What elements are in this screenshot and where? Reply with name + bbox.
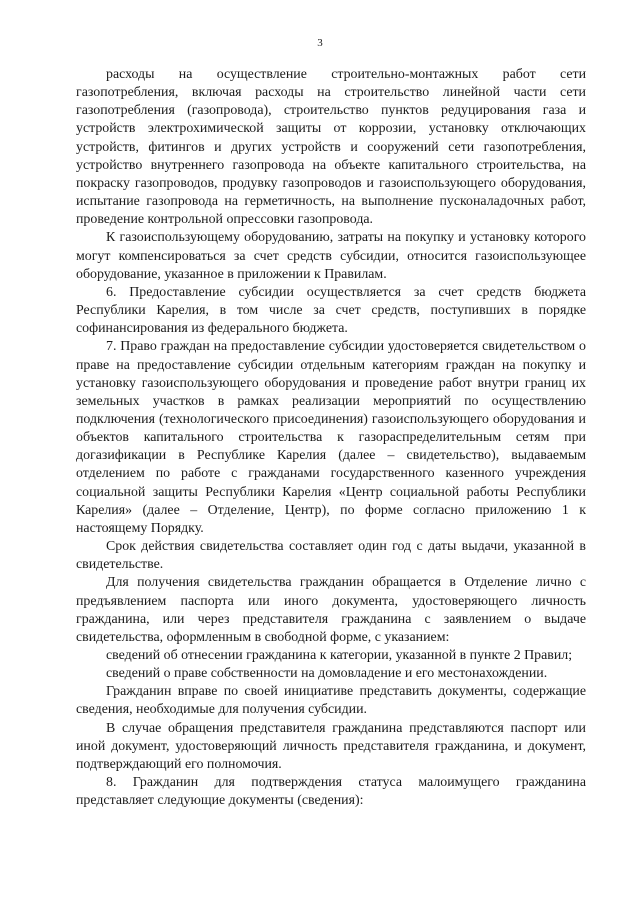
- paragraph-validity: Срок действия свидетельства составляет один год с даты выдачи, указанной в свидетельстве.: [76, 539, 586, 573]
- paragraph-equipment: К газоиспользующему оборудованию, затраты на покупку и установку которого могут компенсироваться за счет средств субсидии, относится газоиспользующее оборудование, указанное в приложении к Правилам.: [76, 230, 586, 282]
- paragraph-initiative: Гражданин вправе по своей инициативе представить документы, содержащие сведения, необходимые для получения субсидии.: [76, 684, 586, 718]
- paragraph-clause-6: 6. Предоставление субсидии осуществляется за счет средств бюджета Республики Карелия, в том числе за счет средств, поступивших в порядке софинансирования из федерального бюджета.: [76, 284, 586, 337]
- paragraph-expenses: расходы на осуществление строительно-монтажных работ сети газопотребления, включая расходы на строительство линейной части сети газопотребления (газопровода), строительство пунктов редуцирования газа и устройств электрохимической защиты от коррозии, установку отключающих устройств, фитингов и других устройств и сооружений сети газопотребления, устройство внутреннего газопровода на объекте капитального строительства, на покраску газопроводов, продувку газопроводов и газоиспользующего оборудования, испытание газопровода на герметичность, на выполнение пусконаладочных работ, проведение контрольной опрессовки газопровода.: [76, 67, 586, 228]
- paragraph-representative: В случае обращения представителя гражданина представляются паспорт или иной документ, удостоверяющий личность представителя гражданина, и документ, подтверждающий его полномочия.: [76, 720, 586, 772]
- paragraph-application: Для получения свидетельства гражданин обращается в Отделение лично с предъявлением паспорта или иного документа, удостоверяющего личность гражданина, или через представителя гражданина с заявлением о выдаче свидетельства, оформленным в свободной форме, с указанием:: [76, 575, 586, 645]
- paragraph-ownership-info: сведений о праве собственности на домовладение и его местонахождении.: [106, 666, 548, 682]
- paragraph-clause-7: 7. Право граждан на предоставление субсидии удостоверяется свидетельством о праве на предоставление субсидии отдельным категориям граждан на покупку и установку газоиспользующего оборудования и проведение работ внутри границ их земельных участков в рамках реализации мероприятий по осуществлению подключения (технологического присоединения) газоиспользующего оборудования и объектов капитального строительства к газораспределительным сетям при догазификации в Республике Карелия (далее – свидетельство), выдаваемым отделением по работе с гражданами государственного казенного учреждения социальной защиты Республики Карелия «Центр социальной работы Республики Карелия» (далее – Отделение, Центр), по форме согласно приложению 1 к настоящему Порядку.: [76, 339, 586, 536]
- page-number: 3: [317, 37, 323, 49]
- document-body: [76, 66, 586, 810]
- paragraph-clause-8: 8. Гражданин для подтверждения статуса малоимущего гражданина представляет следующие документы (сведения):: [76, 775, 586, 809]
- paragraph-category-info: сведений об отнесении гражданина к категории, указанной в пункте 2 Правил;: [106, 648, 573, 663]
